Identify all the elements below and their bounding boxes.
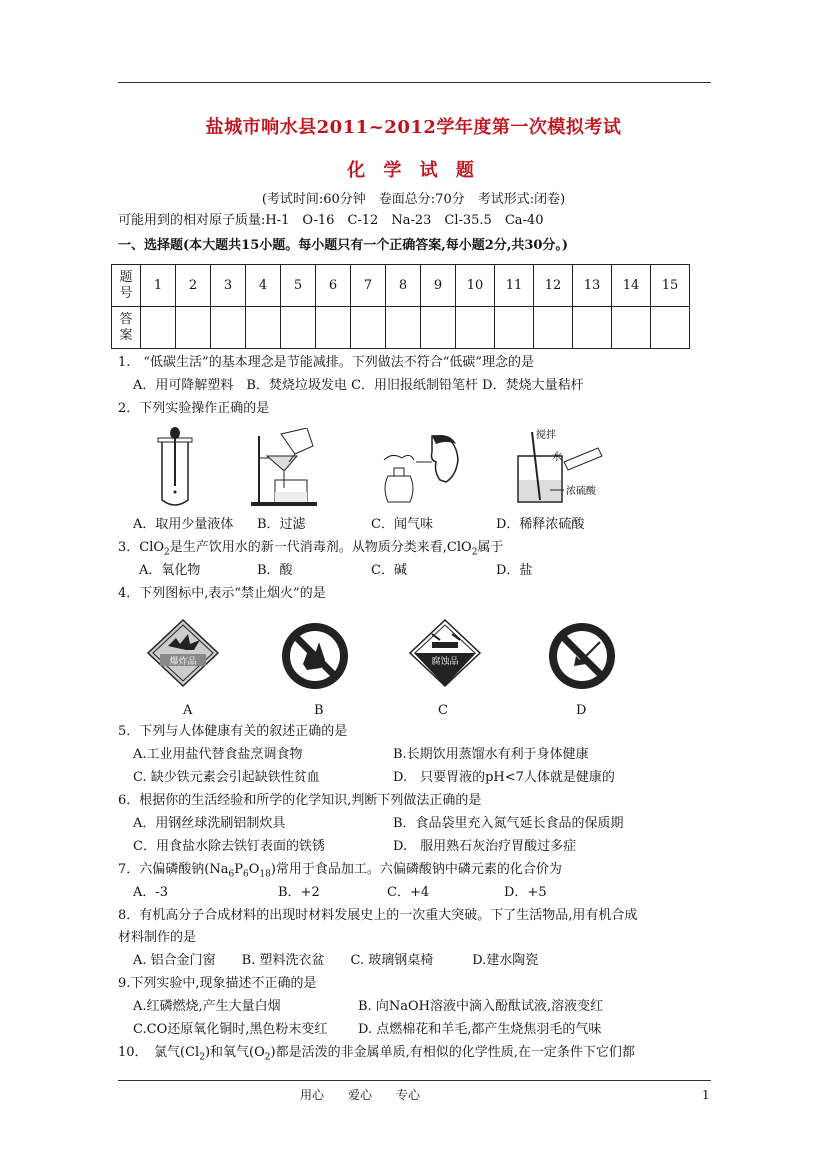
question-number: 1: [141, 265, 176, 307]
q6-option-c: C．用食盐水除去铁钉表面的铁锈: [133, 839, 325, 854]
question-number: 13: [573, 265, 612, 307]
q2-option-b: B．过滤: [257, 517, 306, 532]
q4-label-c: C: [438, 703, 448, 718]
answer-cell[interactable]: [651, 307, 690, 349]
answer-cell[interactable]: [612, 307, 651, 349]
footer-rule: [118, 1080, 711, 1081]
page-subtitle: 化 学 试 题: [347, 160, 480, 181]
q5-option-d: D. 只要胃液的pH<7人体就是健康的: [393, 770, 615, 785]
dropper-test-tube-figure: [150, 426, 200, 508]
q4-label-b: B: [314, 703, 324, 718]
sign-a-text: 爆炸品: [169, 657, 197, 667]
q2-option-c: C．闻气味: [371, 517, 433, 532]
q5-stem: 5．下列与人体健康有关的叙述正确的是: [118, 724, 348, 739]
section1-heading: 一、选择题(本大题共15小题。每小题只有一个正确答案,每小题2分,共30分。): [118, 238, 569, 253]
question-number: 2: [176, 265, 211, 307]
q1-options: A．用可降解塑料 B．焚烧垃圾发电 C．用旧报纸制铅笔杆 D．焚烧大量秸杆: [133, 378, 584, 393]
q2-option-a: A．取用少量液体: [133, 517, 234, 532]
filtration-figure: [245, 428, 325, 508]
q10-stem: 10． 氯气$(Cl_2)$和氧气$(O_2)$都是活泼的非金属单质,有相似的化学性质,在一定条件下它们都: [118, 1045, 635, 1063]
no-burning-sign-icon: [279, 620, 351, 692]
answer-cell[interactable]: [281, 307, 316, 349]
q3-option-d: D．盐: [496, 563, 533, 578]
table-header-cell: 题 号: [112, 265, 141, 307]
page-title: 盐城市响水县2011~2012学年度第一次模拟考试: [205, 117, 622, 138]
answer-table: [111, 264, 690, 349]
q9-option-d: D. 点燃棉花和羊毛,都产生烧焦羽毛的气味: [358, 1022, 602, 1037]
top-rule: [118, 82, 711, 83]
question-number: 6: [316, 265, 351, 307]
q4-label-d: D: [576, 703, 587, 718]
q9-option-b: B. 向NaOH溶液中滴入酚酞试液,溶液变红: [358, 999, 604, 1014]
q2-stem: 2．下列实验操作正确的是: [118, 401, 270, 416]
question-number: 12: [534, 265, 573, 307]
stir-label: 搅拌: [536, 430, 556, 441]
q7-stem: 7．六偏磷酸钠$(Na_6P_6O_{18})$常用于食品加工。六偏磷酸钠中磷元素的化合价为: [118, 862, 562, 880]
smell-gas-figure: [380, 432, 460, 508]
question-number: 9: [421, 265, 456, 307]
answer-cell[interactable]: [421, 307, 456, 349]
explosive-sign-icon: [146, 618, 220, 688]
answer-cell[interactable]: [316, 307, 351, 349]
answer-cell[interactable]: [386, 307, 421, 349]
dilute-acid-figure: [508, 426, 608, 508]
water-label: 水: [552, 452, 562, 463]
q3-stem: 3．ClO$_2$是生产饮用水的新一代消毒剂。从物质分类来看,ClO$_2$属于: [118, 540, 504, 558]
q5-option-b: B.长期饮用蒸馏水有利于身体健康: [393, 747, 589, 762]
question-number: 10: [456, 265, 495, 307]
q7-option-a: A．-3: [133, 885, 169, 900]
acid-label: 浓硫酸: [566, 486, 596, 497]
answer-cell[interactable]: [573, 307, 612, 349]
q9-stem: 9.下列实验中,现象描述不正确的是: [118, 976, 317, 991]
question-number: 8: [386, 265, 421, 307]
q6-option-a: A．用钢丝球洗刷铝制炊具: [133, 816, 286, 831]
answer-cell[interactable]: [246, 307, 281, 349]
table-header-cell: 答 案: [112, 307, 141, 349]
answer-cell[interactable]: [495, 307, 534, 349]
answer-cell[interactable]: [176, 307, 211, 349]
q8-stem-line1: 8．有机高分子合成材料的出现时材料发展史上的一次重大突破。下了生活物品,用有机合成: [118, 908, 638, 923]
answer-cell[interactable]: [141, 307, 176, 349]
q8-options: A. 铝合金门窗 B. 塑料洗衣盆 C. 玻璃钢桌椅 D.建水陶瓷: [133, 953, 539, 968]
question-number: 3: [211, 265, 246, 307]
q1-stem: 1. “低碳生活”的基本理念是节能减排。下列做法不符合“低碳”理念的是: [118, 355, 534, 370]
sign-c-text: 腐蚀品: [431, 657, 459, 667]
no-smoking-sign-icon: [546, 620, 618, 692]
question-number: 4: [246, 265, 281, 307]
q3-option-b: B．酸: [257, 563, 293, 578]
page-number: 1: [702, 1088, 710, 1102]
footer-motto: 用心 爱心 专心: [300, 1088, 421, 1102]
q6-option-d: D. 服用熟石灰治疗胃酸过多症: [393, 839, 577, 854]
q6-stem: 6．根据你的生活经验和所学的化学知识,判断下列做法正确的是: [118, 793, 482, 808]
answer-cell[interactable]: [534, 307, 573, 349]
q3-option-a: A．氧化物: [139, 563, 201, 578]
question-number: 7: [351, 265, 386, 307]
answer-cell[interactable]: [456, 307, 495, 349]
question-number: 15: [651, 265, 690, 307]
question-number: 11: [495, 265, 534, 307]
q9-option-c: C.CO还原氧化铜时,黑色粉末变红: [133, 1022, 328, 1037]
q7-option-b: B．+2: [278, 885, 320, 900]
q4-label-a: A: [183, 703, 193, 718]
q6-option-b: B．食品袋里充入氮气延长食品的保质期: [393, 816, 624, 831]
q8-stem-line2: 材料制作的是: [118, 930, 197, 945]
answer-cell[interactable]: [211, 307, 246, 349]
q5-option-a: A.工业用盐代替食盐烹调食物: [133, 747, 303, 762]
q2-option-d: D．稀释浓硫酸: [496, 517, 585, 532]
corrosive-sign-icon: [408, 618, 482, 688]
exam-info: (考试时间:60分钟 卷面总分:70分 考试形式:闭卷): [261, 192, 566, 207]
q4-stem: 4．下列图标中,表示“禁止烟火”的是: [118, 586, 326, 601]
atomic-mass-line: 可能用到的相对原子质量:H-1 O-16 C-12 Na-23 Cl-35.5 Ca-40: [118, 213, 544, 228]
q5-option-c: C. 缺少铁元素会引起缺铁性贫血: [133, 770, 320, 785]
q7-option-d: D．+5: [504, 885, 547, 900]
question-number: 14: [612, 265, 651, 307]
answer-cell[interactable]: [351, 307, 386, 349]
q3-option-c: C．碱: [371, 563, 407, 578]
q7-option-c: C．+4: [387, 885, 430, 900]
q9-option-a: A.红磷燃烧,产生大量白烟: [133, 999, 281, 1014]
question-number: 5: [281, 265, 316, 307]
